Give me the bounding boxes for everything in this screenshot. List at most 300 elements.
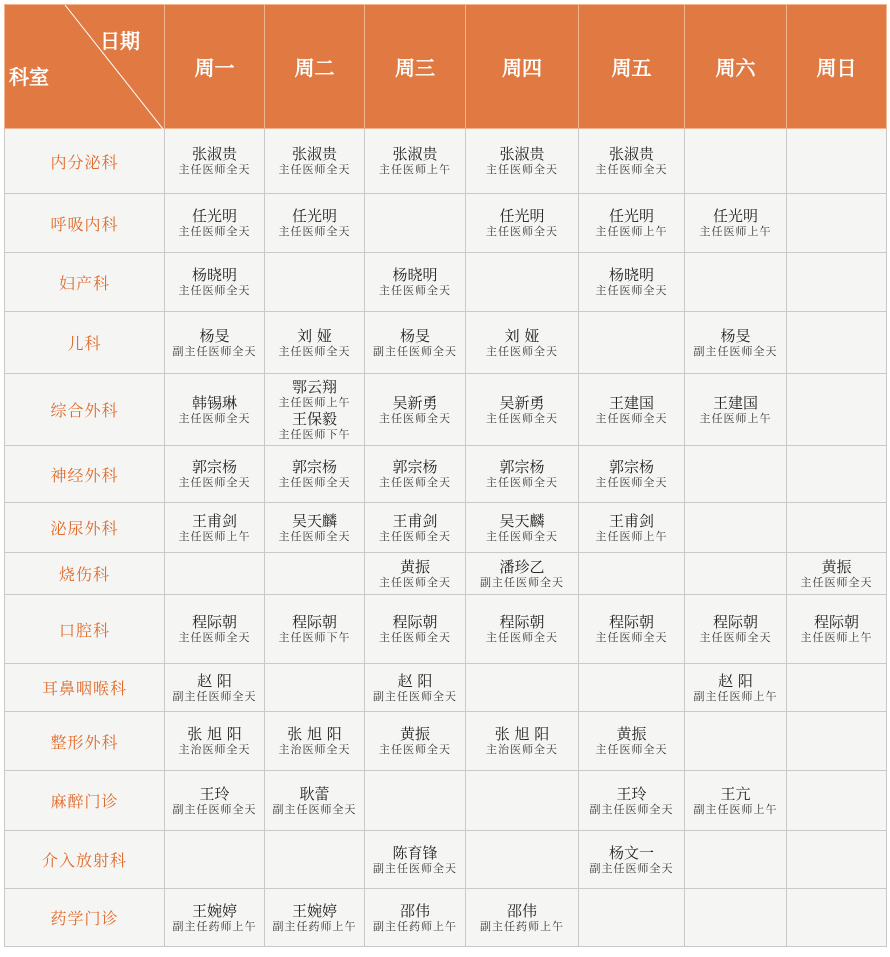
schedule-cell [579,129,685,194]
doctor-title-shift: 主任医师全天 [800,575,873,589]
schedule-cell [265,446,365,503]
doctor-entry [365,327,465,358]
doctor-entry [265,327,364,358]
doctor-entry [165,672,264,703]
doctor-title-shift: 主治医师全天 [486,743,558,757]
doctor-entry [365,145,465,176]
doctor-title-shift: 主任医师上午 [699,225,772,239]
doctor-entry [685,327,786,358]
doctor-entry [265,512,364,543]
doctor-name: 潘珍乙 [499,557,545,576]
doctor-name: 郭宗杨 [392,458,438,477]
doctor-title-shift: 副主任医师上午 [693,689,778,703]
department-name: 内分泌科 [5,129,165,194]
schedule-cell [787,503,887,553]
doctor-title-shift: 主任医师上午 [800,631,873,645]
doctor-entry [466,327,578,358]
doctor-name: 杨晓明 [191,266,237,285]
schedule-cell [579,194,685,253]
duty-schedule-table [4,4,887,947]
schedule-cell [787,831,887,889]
doctor-title-shift: 主任医师全天 [595,631,668,645]
doctor-title-shift: 主任医师全天 [486,476,558,490]
doctor-entry [685,394,786,425]
doctor-entry [265,613,364,644]
doctor-entry [365,672,465,703]
doctor-entry [165,785,264,816]
schedule-cell [685,129,787,194]
doctor-entry [165,394,264,425]
doctor-title-shift: 副主任医师全天 [589,861,674,875]
doctor-title-shift: 主任医师全天 [178,411,251,425]
schedule-cell [365,889,466,947]
schedule-cell [165,503,265,553]
doctor-entry [579,145,684,176]
doctor-title-shift: 主任医师全天 [595,411,668,425]
schedule-cell [787,712,887,771]
schedule-cell [365,312,466,374]
schedule-cell [165,194,265,253]
doctor-entry [165,512,264,543]
doctor-name: 程际朝 [608,613,654,632]
doctor-title-shift: 副主任医师全天 [272,802,357,816]
doctor-entry [365,558,465,589]
doctor-entry [265,785,364,816]
doctor-entry [466,207,578,238]
doctor-name: 陈育锋 [392,843,438,862]
table-row [5,194,887,253]
doctor-name: 韩锡琳 [191,393,237,412]
doctor-entry [165,613,264,644]
schedule-cell [365,129,466,194]
doctor-entry [466,613,578,644]
schedule-cell [579,771,685,831]
schedule-cell [466,253,579,312]
table-row [5,374,887,446]
doctor-name: 任光明 [712,207,758,226]
doctor-entry [579,785,684,816]
doctor-name: 杨文一 [608,843,654,862]
doctor-name: 程际朝 [712,613,758,632]
doctor-entry [165,207,264,238]
doctor-title-shift: 主任医师全天 [379,476,451,490]
schedule-cell [265,664,365,712]
doctor-name: 杨晓明 [608,266,654,285]
doctor-title-shift: 主任医师全天 [379,631,451,645]
doctor-entry [466,394,578,425]
doctor-title-shift: 主任医师全天 [278,225,351,239]
doctor-name: 杨旻 [199,326,230,345]
schedule-cell [685,889,787,947]
schedule-cell [165,312,265,374]
doctor-title-shift: 副主任医师全天 [172,802,257,816]
doctor-name: 王建国 [712,393,758,412]
doctor-entry [265,725,364,756]
doctor-name: 邵伟 [506,901,537,920]
doctor-entry [787,613,886,644]
schedule-body [5,129,887,947]
department-name: 口腔科 [5,595,165,664]
corner-date-label: 日期 [100,29,140,53]
doctor-name: 郭宗杨 [291,458,337,477]
doctor-name: 刘 娅 [504,326,540,345]
schedule-cell [685,446,787,503]
schedule-cell [579,664,685,712]
doctor-title-shift: 主任医师上午 [278,396,351,410]
doctor-entry [265,145,364,176]
schedule-cell [685,194,787,253]
schedule-cell [466,374,579,446]
schedule-cell [466,446,579,503]
doctor-name: 任光明 [291,207,337,226]
table-row [5,312,887,374]
department-name: 泌尿外科 [5,503,165,553]
schedule-cell [165,889,265,947]
doctor-title-shift: 副主任医师上午 [693,802,778,816]
doctor-name: 王甫剑 [608,511,654,530]
schedule-cell [466,503,579,553]
doctor-name: 王甫剑 [191,511,237,530]
schedule-cell [165,129,265,194]
schedule-cell [365,595,466,664]
table-row [5,446,887,503]
schedule-cell [685,503,787,553]
schedule-cell [787,194,887,253]
doctor-title-shift: 主任医师全天 [595,476,668,490]
schedule-cell [579,595,685,664]
day-header-sun: 周日 [787,5,887,129]
doctor-entry [579,512,684,543]
doctor-title-shift: 主任医师全天 [178,225,251,239]
schedule-cell [165,831,265,889]
schedule-cell [265,312,365,374]
doctor-title-shift: 副主任药师上午 [172,919,257,933]
doctor-name: 张淑贵 [499,145,545,164]
doctor-entry [165,266,264,297]
doctor-title-shift: 主任医师全天 [595,743,668,757]
doctor-title-shift: 主任医师全天 [486,344,558,358]
doctor-name: 任光明 [608,207,654,226]
schedule-cell [265,129,365,194]
schedule-cell [685,312,787,374]
table-row [5,712,887,771]
doctor-name: 程际朝 [191,613,237,632]
doctor-entry [466,512,578,543]
schedule-cell [165,553,265,595]
schedule-cell [685,664,787,712]
doctor-title-shift: 副主任医师全天 [373,344,457,358]
schedule-cell [365,503,466,553]
doctor-title-shift: 主任医师全天 [379,411,451,425]
doctor-title-shift: 主任医师全天 [486,411,558,425]
doctor-title-shift: 副主任医师全天 [373,861,457,875]
doctor-entry [579,613,684,644]
doctor-title-shift: 副主任医师全天 [172,344,257,358]
doctor-entry [365,266,465,297]
doctor-entry [579,725,684,756]
doctor-title-shift: 主任医师全天 [379,575,451,589]
schedule-cell [265,595,365,664]
doctor-title-shift: 主任医师上午 [379,163,451,177]
department-name: 介入放射科 [5,831,165,889]
doctor-name: 王保毅 [291,409,337,428]
schedule-cell [787,374,887,446]
department-name: 耳鼻咽喉科 [5,664,165,712]
doctor-title-shift: 副主任医师全天 [693,344,778,358]
schedule-cell [365,253,466,312]
doctor-title-shift: 主任医师全天 [699,631,772,645]
day-header-tue: 周二 [265,5,365,129]
doctor-entry [265,458,364,489]
schedule-cell [165,446,265,503]
schedule-cell [579,831,685,889]
schedule-cell [265,374,365,446]
schedule-cell [787,889,887,947]
schedule-cell [787,446,887,503]
schedule-cell [579,503,685,553]
doctor-name: 黄振 [616,725,647,744]
doctor-name: 王甫剑 [392,511,438,530]
table-row [5,503,887,553]
schedule-cell [466,712,579,771]
table-row [5,771,887,831]
doctor-name: 黄振 [399,557,430,576]
doctor-entry [365,458,465,489]
doctor-entry [579,458,684,489]
doctor-name: 郭宗杨 [191,458,237,477]
doctor-name: 王玲 [616,784,647,803]
doctor-name: 程际朝 [813,613,859,632]
schedule-cell [787,771,887,831]
doctor-title-shift: 主任医师全天 [486,225,558,239]
table-row [5,253,887,312]
doctor-title-shift: 主任医师上午 [595,529,668,543]
table-row [5,129,887,194]
doctor-title-shift: 主任医师下午 [278,427,351,441]
doctor-name: 张淑贵 [291,145,337,164]
doctor-name: 吴天麟 [499,511,545,530]
department-name: 呼吸内科 [5,194,165,253]
doctor-entry [165,725,264,756]
doctor-title-shift: 主任医师全天 [178,284,251,298]
doctor-name: 鄂云翔 [291,378,337,397]
doctor-name: 赵 阳 [718,671,753,690]
doctor-name: 杨晓明 [392,266,438,285]
schedule-cell [787,129,887,194]
doctor-title-shift: 副主任医师全天 [589,802,674,816]
schedule-cell [787,253,887,312]
schedule-cell [265,553,365,595]
schedule-cell [685,553,787,595]
doctor-entry [265,902,364,933]
doctor-name: 耿蕾 [299,784,330,803]
schedule-cell [787,553,887,595]
day-header-wed: 周三 [365,5,466,129]
schedule-cell [579,312,685,374]
corner-dept-label: 科室 [9,65,49,89]
schedule-cell [466,771,579,831]
doctor-title-shift: 主任医师全天 [278,529,351,543]
schedule-cell [265,889,365,947]
schedule-cell [365,194,466,253]
doctor-name: 王建国 [608,393,654,412]
day-header-fri: 周五 [579,5,685,129]
doctor-entry [365,844,465,875]
schedule-cell [579,712,685,771]
schedule-cell [466,595,579,664]
schedule-wrapper [4,4,887,947]
schedule-cell [579,374,685,446]
doctor-entry [365,394,465,425]
doctor-entry [579,266,684,297]
doctor-entry [165,327,264,358]
doctor-entry [466,458,578,489]
department-name: 药学门诊 [5,889,165,947]
doctor-title-shift: 主治医师全天 [278,743,351,757]
doctor-title-shift: 副主任药师上午 [373,919,457,933]
schedule-cell [265,831,365,889]
doctor-entry [685,207,786,238]
schedule-cell [466,553,579,595]
schedule-cell [466,889,579,947]
doctor-entry [466,145,578,176]
table-row [5,831,887,889]
doctor-title-shift: 主任医师下午 [278,631,351,645]
doctor-entry [265,207,364,238]
doctor-entry [685,672,786,703]
doctor-name: 任光明 [191,207,237,226]
department-name: 综合外科 [5,374,165,446]
doctor-title-shift: 主任医师全天 [278,163,351,177]
doctor-title-shift: 主任医师全天 [178,163,251,177]
doctor-title-shift: 主任医师全天 [278,476,351,490]
doctor-name: 黄振 [821,557,852,576]
day-header-thu: 周四 [466,5,579,129]
doctor-title-shift: 主任医师全天 [486,163,558,177]
doctor-entry [165,902,264,933]
schedule-cell [685,831,787,889]
schedule-cell [265,253,365,312]
doctor-name: 王婉婷 [291,901,337,920]
schedule-cell [265,771,365,831]
schedule-cell [466,831,579,889]
doctor-title-shift: 副主任药师上午 [480,919,564,933]
schedule-cell [685,712,787,771]
doctor-name: 杨旻 [399,326,430,345]
schedule-cell [787,664,887,712]
schedule-cell [365,664,466,712]
doctor-title-shift: 主任医师全天 [178,476,251,490]
doctor-name: 郭宗杨 [499,458,545,477]
header-row [5,5,887,129]
schedule-cell [165,712,265,771]
table-row [5,889,887,947]
schedule-cell [579,253,685,312]
doctor-name: 张 旭 阳 [494,725,550,744]
day-header-mon: 周一 [165,5,265,129]
schedule-cell [579,446,685,503]
doctor-title-shift: 副主任医师全天 [172,689,257,703]
doctor-name: 赵 阳 [397,671,433,690]
schedule-cell [165,664,265,712]
doctor-title-shift: 主任医师上午 [699,411,772,425]
department-name: 神经外科 [5,446,165,503]
doctor-entry [685,613,786,644]
doctor-entry [787,558,886,589]
doctor-name: 程际朝 [291,613,337,632]
doctor-name: 刘 娅 [297,326,332,345]
doctor-entry [579,394,684,425]
doctor-entry [265,410,364,441]
schedule-cell [685,595,787,664]
department-name: 妇产科 [5,253,165,312]
schedule-cell [365,712,466,771]
doctor-name: 吴天麟 [291,511,337,530]
doctor-name: 王亢 [720,784,751,803]
doctor-title-shift: 主任医师上午 [595,225,668,239]
schedule-cell [787,312,887,374]
doctor-entry [365,725,465,756]
schedule-cell [165,595,265,664]
table-row [5,664,887,712]
schedule-cell [365,771,466,831]
doctor-name: 张 旭 阳 [187,725,242,744]
doctor-entry [579,207,684,238]
doctor-name: 张淑贵 [191,145,237,164]
schedule-cell [165,253,265,312]
department-name: 儿科 [5,312,165,374]
doctor-title-shift: 主任医师全天 [595,284,668,298]
schedule-cell [365,374,466,446]
doctor-name: 郭宗杨 [608,458,654,477]
schedule-cell [165,374,265,446]
doctor-name: 任光明 [499,207,545,226]
doctor-name: 王婉婷 [191,901,237,920]
doctor-entry [365,902,465,933]
department-name: 麻醉门诊 [5,771,165,831]
schedule-cell [365,553,466,595]
corner-header [5,5,165,129]
schedule-cell [579,889,685,947]
schedule-cell [265,194,365,253]
schedule-cell [685,771,787,831]
schedule-cell [685,374,787,446]
schedule-cell [579,553,685,595]
doctor-title-shift: 副主任医师全天 [480,575,564,589]
doctor-name: 程际朝 [392,613,438,632]
doctor-name: 王玲 [199,784,230,803]
schedule-cell [466,194,579,253]
doctor-title-shift: 主任医师全天 [486,529,558,543]
doctor-entry [365,512,465,543]
schedule-cell [466,129,579,194]
schedule-cell [685,253,787,312]
doctor-title-shift: 主任医师全天 [379,743,451,757]
doctor-name: 杨旻 [720,326,751,345]
schedule-cell [365,831,466,889]
doctor-entry [165,458,264,489]
doctor-title-shift: 副主任医师全天 [373,689,457,703]
schedule-cell [265,503,365,553]
doctor-name: 吴新勇 [499,393,545,412]
table-row [5,595,887,664]
doctor-entry [265,378,364,409]
doctor-title-shift: 主任医师全天 [379,529,451,543]
doctor-entry [685,785,786,816]
doctor-entry [165,145,264,176]
doctor-name: 赵 阳 [197,671,232,690]
schedule-cell [466,312,579,374]
